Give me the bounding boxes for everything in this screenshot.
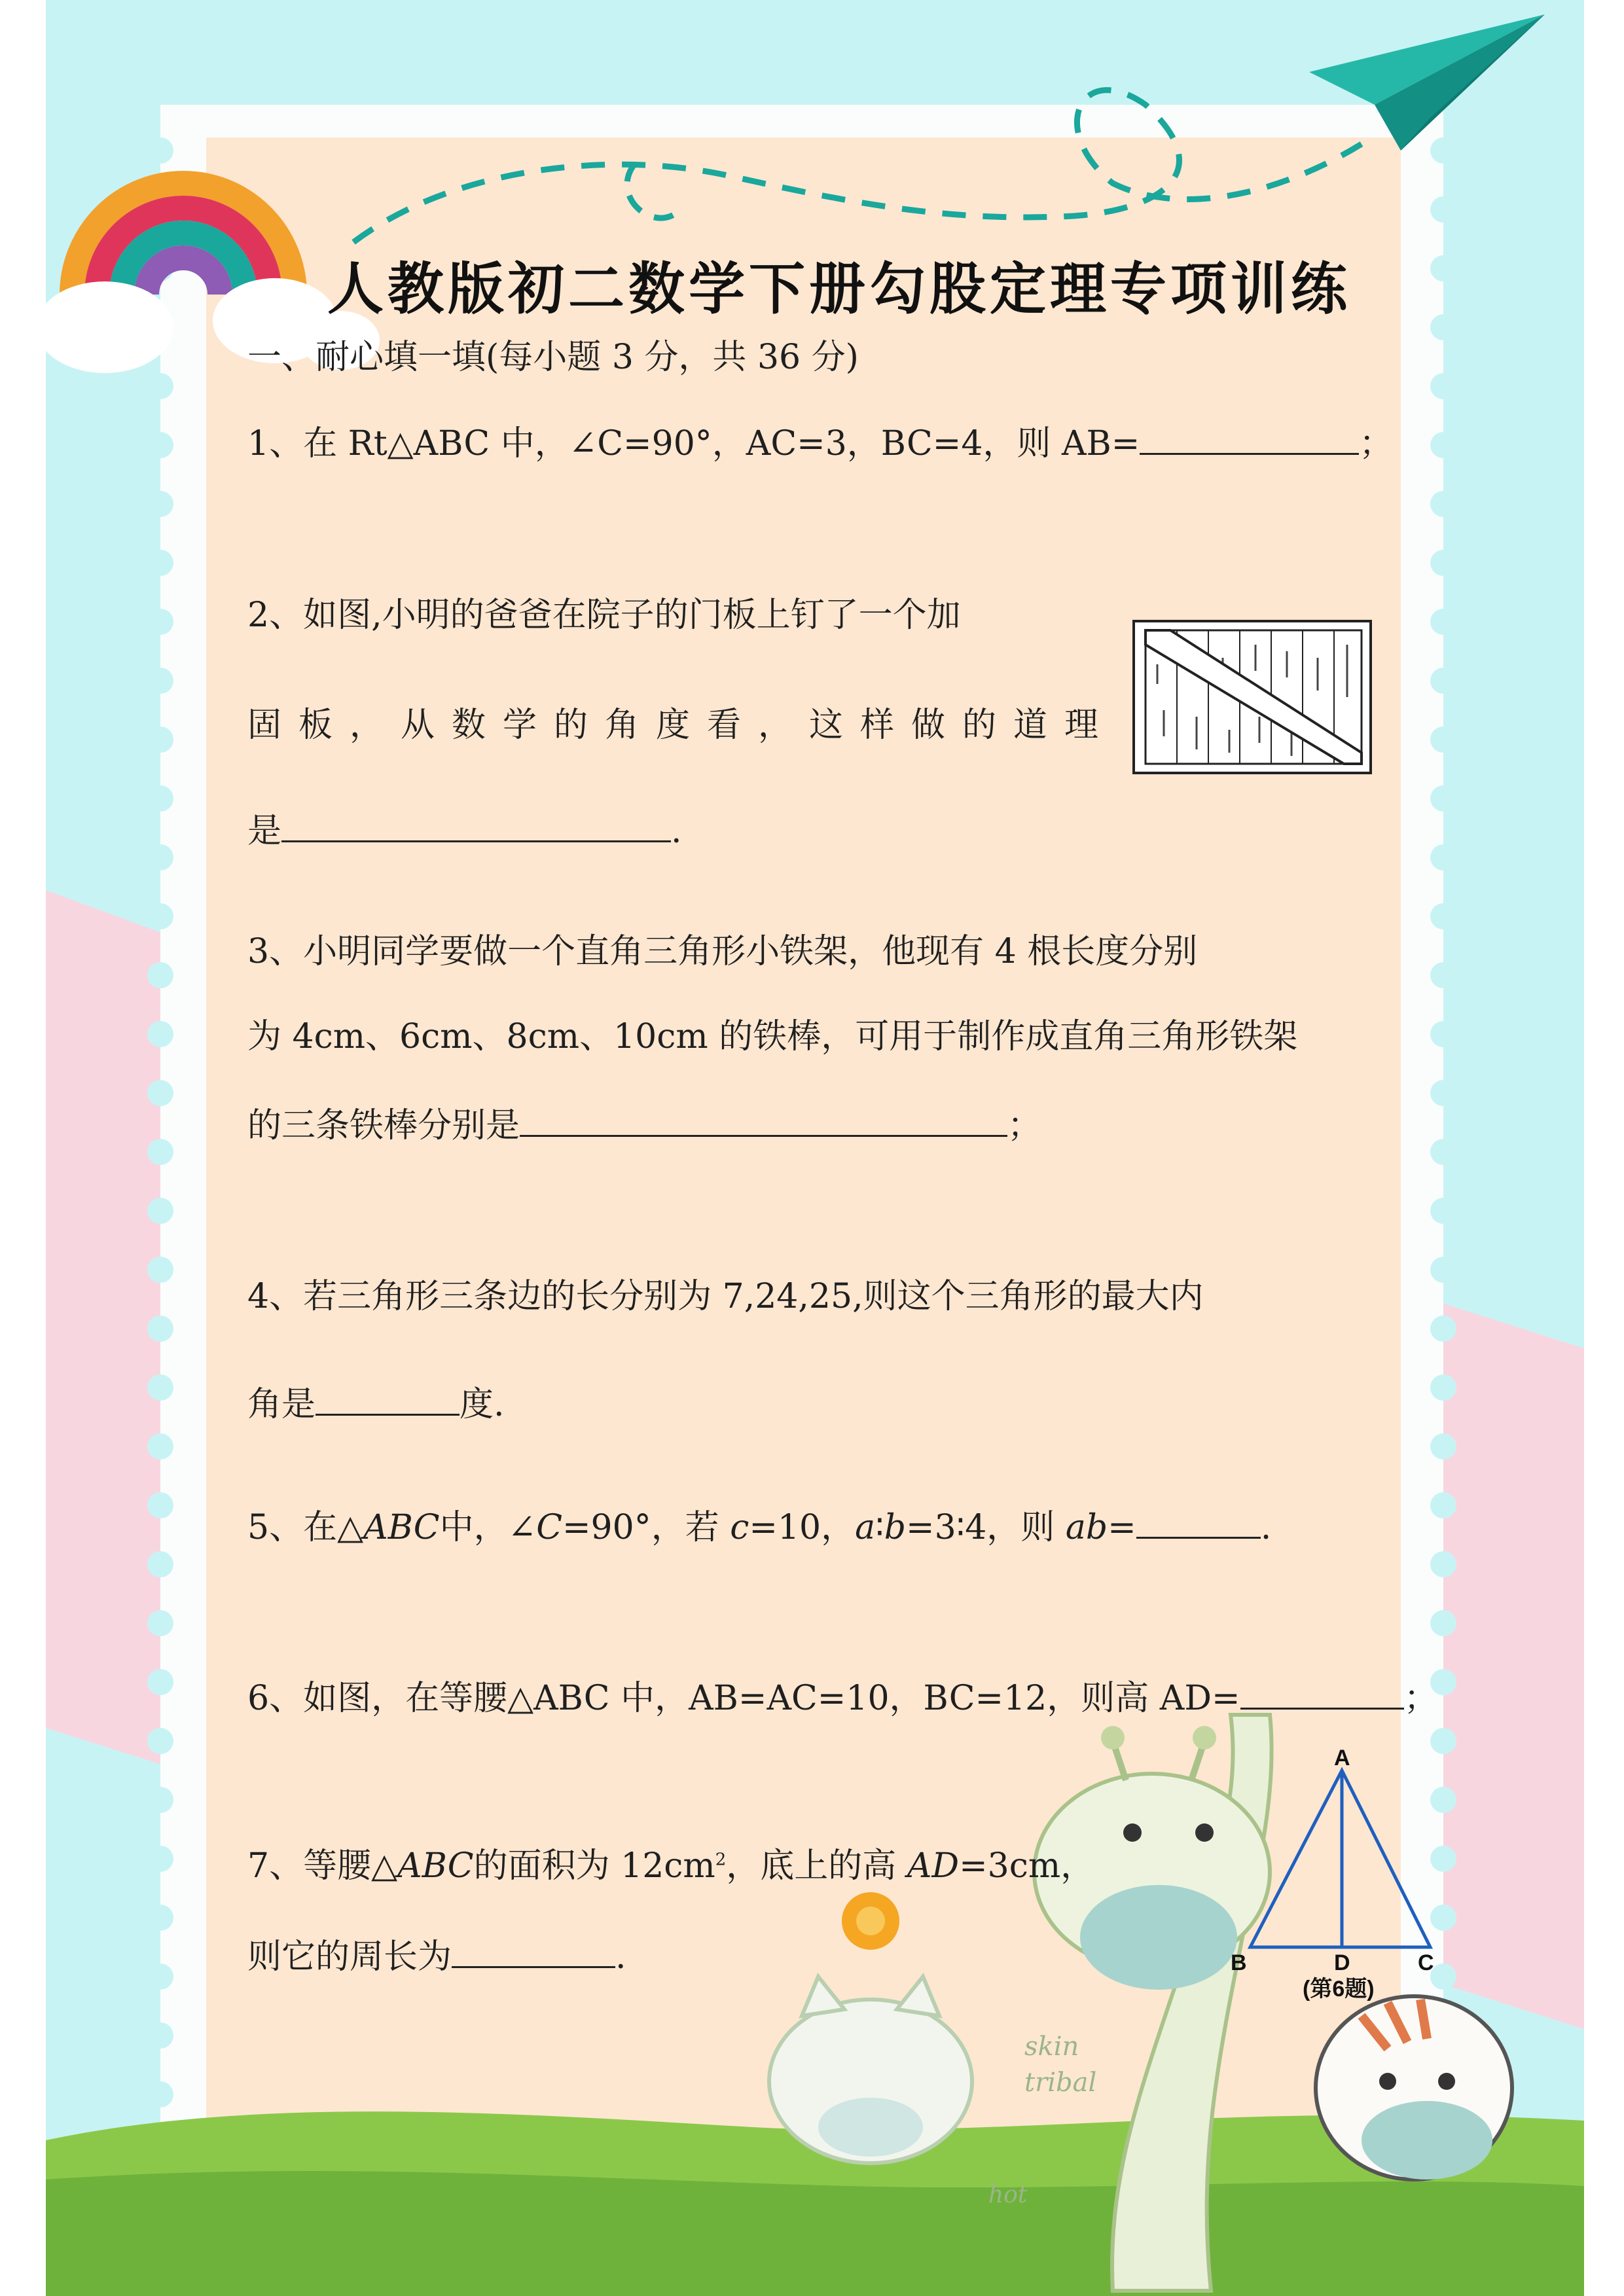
q5-part: ab: [1065, 1508, 1108, 1547]
foot-d-label: D: [1334, 1950, 1350, 1975]
q5-part: c: [730, 1508, 749, 1547]
vertex-c-label: C: [1418, 1950, 1434, 1975]
q7-superscript: 2: [715, 1850, 727, 1870]
vertex-b-label: B: [1231, 1950, 1247, 1975]
q5-part: =10，: [749, 1508, 856, 1547]
decor-text-skin: skin: [1024, 2032, 1079, 2062]
question-6-end: ；: [1403, 1679, 1438, 1718]
answer-blank-5[interactable]: [1136, 1508, 1261, 1539]
question-3-line-3-text: 的三条铁棒分别是: [247, 1106, 520, 1145]
q7-part: ，底上的高: [726, 1846, 907, 1886]
question-6-text: 6、如图，在等腰△ABC 中，AB=AC=10，BC=12，则高 AD=: [247, 1679, 1240, 1718]
zebra-illustration: [1316, 1996, 1512, 2179]
question-4-line-2: [247, 1385, 505, 1422]
q5-part: =90°，若: [562, 1508, 731, 1547]
q5-part: =3∶4，则: [906, 1508, 1066, 1547]
question-3-end: ；: [1007, 1106, 1042, 1145]
answer-blank-3[interactable]: [520, 1106, 1007, 1137]
question-1-end: ；: [1359, 424, 1394, 463]
answer-blank-2[interactable]: [281, 812, 671, 842]
q5-part: 5、在△: [247, 1508, 364, 1547]
q5-end: .: [1260, 1508, 1272, 1547]
q5-part: ABC: [363, 1508, 440, 1547]
q7-part: ABC: [397, 1846, 474, 1886]
question-7-line-2-text: 则它的周长为: [247, 1937, 452, 1977]
question-7-line-1: [247, 1846, 1095, 1886]
question-1-text: 1、在 Rt△ABC 中，∠C=90°，AC=3，BC=4，则 AB=: [247, 424, 1140, 463]
sun-icon: [842, 1892, 899, 1950]
question-6: [247, 1679, 1438, 1718]
q5-part: =: [1108, 1508, 1136, 1547]
question-2-end: .: [671, 812, 682, 851]
answer-blank-6[interactable]: [1240, 1679, 1404, 1710]
decor-text-tribal: tribal: [1024, 2068, 1097, 2098]
q7-part: 7、等腰△: [247, 1846, 398, 1886]
question-2-line-1: 2、如图,小明的爸爸在院子的门板上钉了一个加: [247, 596, 961, 635]
answer-blank-1[interactable]: [1140, 424, 1359, 455]
q5-part: 中，∠: [439, 1508, 537, 1547]
q7-part: 的面积为 12cm: [473, 1846, 715, 1886]
q7-part: AD: [907, 1846, 960, 1886]
page-title: 人教版初二数学下册勾股定理专项训练: [327, 257, 1351, 322]
question-3-line-2: 为 4cm、6cm、8cm、10cm 的铁棒，可用于制作成直角三角形铁架: [247, 1017, 1298, 1056]
question-3-line-1: 3、小明同学要做一个直角三角形小铁架，他现有 4 根长度分别: [247, 932, 1198, 971]
section-heading: 一、耐心填一填(每小题 3 分，共 36 分): [247, 338, 859, 377]
question-2-line-3-text: 是: [247, 812, 282, 851]
question-1: [247, 424, 1393, 461]
answer-blank-7[interactable]: [452, 1937, 615, 1968]
q5-part: a: [855, 1508, 876, 1547]
door-figure: [1131, 619, 1373, 776]
question-2-line-2: 固板，从数学的角度看，这样做的道理: [247, 706, 1116, 745]
vertex-a-label: A: [1334, 1746, 1350, 1770]
question-3-line-3: [247, 1106, 1041, 1143]
question-2-line-3: [247, 812, 682, 851]
q5-part: C: [536, 1508, 562, 1547]
question-7-end: .: [615, 1937, 626, 1977]
q7-part: =3cm，: [959, 1846, 1095, 1886]
question-4-line-1: 4、若三角形三条边的长分别为 7,24,25,则这个三角形的最大内: [247, 1277, 1204, 1316]
triangle-figure-6: [1231, 1744, 1453, 2009]
decor-text-hot: hot: [988, 2181, 1028, 2208]
q5-part: ∶: [875, 1508, 884, 1547]
figure-6-caption: (第6题): [1303, 1977, 1375, 2001]
q5-part: b: [884, 1508, 906, 1547]
question-4-line-2-text: 角是: [247, 1385, 316, 1424]
question-5: [247, 1508, 1271, 1545]
question-4-unit: 度.: [460, 1385, 505, 1424]
question-7-line-2: [247, 1937, 626, 1977]
answer-blank-4[interactable]: [316, 1385, 460, 1416]
